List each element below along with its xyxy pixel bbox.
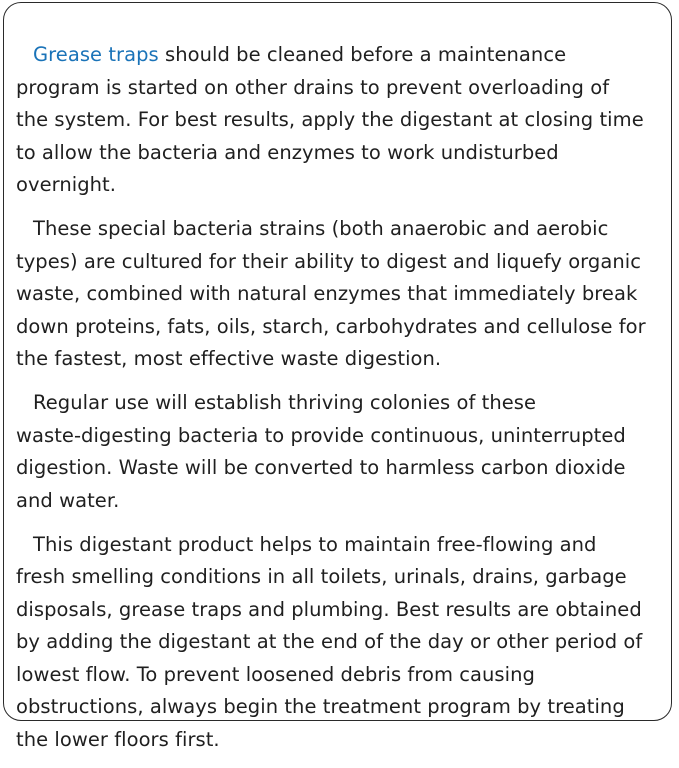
paragraph-regular-use xyxy=(16,387,666,517)
paragraph-text: Regular use will establish thriving colonies of these waste-digesting bacteria to provide continuous, uninterrupted digestion. Waste will be converted to harmless carbon dioxide and water. xyxy=(16,391,626,512)
paragraph-digestant-product xyxy=(16,529,666,757)
paragraph-text: These special bacteria strains (both anaerobic and aerobic types) are cultured for their ability to digest and liquefy organic waste, combined with natural enzymes that immediately break down proteins, fats, oils, starch, carbohydrates and cellulose for the fastest, most effective waste digestion. xyxy=(16,217,646,370)
paragraph-grease-traps xyxy=(16,39,666,202)
info-card xyxy=(3,2,672,751)
card-content xyxy=(16,39,666,768)
paragraph-text: This digestant product helps to maintain free-flowing and fresh smelling conditions in all toilets, urinals, drains, garbage disposals, grease traps and plumbing. Best results are obtained by adding the digestant at the end of the day or other period of lowest flow. To prevent loosened debris from causing obstructions, always begin the treatment program by treating the lower floors first. xyxy=(16,532,643,751)
paragraph-text: should be cleaned before a maintenance program is started on other drains to prevent overloading of the system. For best results, apply the digestant at closing time to allow the bacteria and enzymes to work undisturbed overnight. xyxy=(16,43,644,196)
grease-traps-link[interactable]: Grease traps xyxy=(33,43,159,66)
paragraph-bacteria-strains xyxy=(16,213,666,376)
